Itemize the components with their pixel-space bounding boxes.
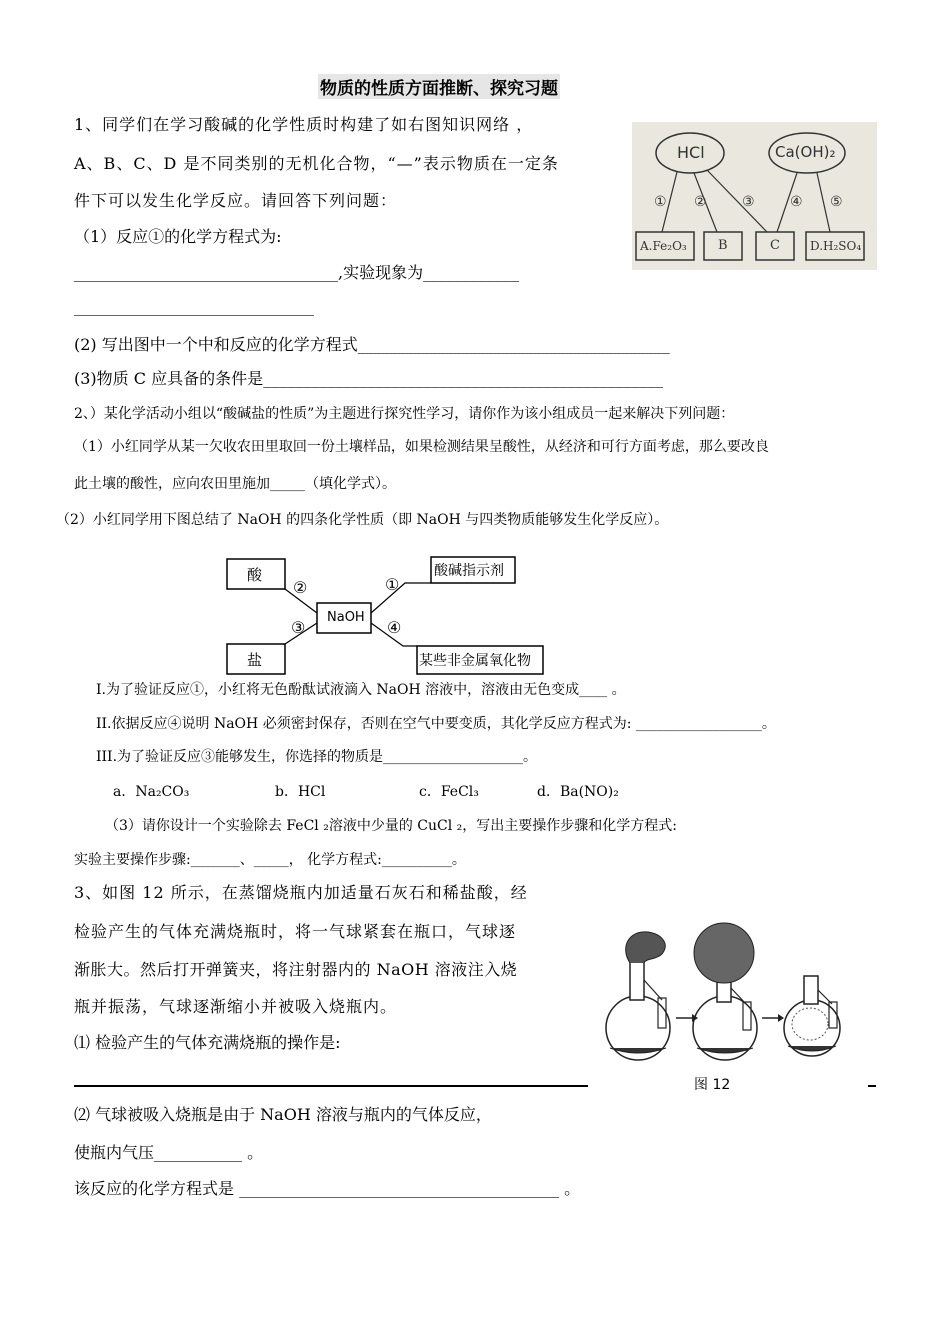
hcl-label: HCl — [677, 143, 705, 162]
q1-part1-blank2: ______________________________ — [74, 297, 314, 316]
reaction-1-label: ① — [654, 194, 667, 210]
q3-line2: 检验产生的气体充满烧瓶时，将一气球紧套在瓶口，气球逐 — [74, 922, 517, 941]
box-d-label: D.H₂SO₄ — [810, 239, 862, 253]
q1-line2: A、B、C、D 是不同类别的无机化合物，“—”表示物质在一定条 — [74, 154, 559, 173]
page-title: 物质的性质方面推断、探究习题 — [318, 74, 560, 99]
q2-part1-a: （1）小红同学从某一欠收农田里取回一份土壤样品，如果检测结果呈酸性，从经济和可行方面考虑，那么要改良 — [74, 439, 769, 455]
q1-line1: 1、同学们在学习酸碱的化学性质时构建了如右图知识网络 ， — [74, 115, 534, 134]
reaction-4-label: ④ — [387, 618, 402, 637]
answer-line-end — [868, 1085, 876, 1087]
q3-sub1: ⑴ 检验产生的气体充满烧瓶的操作是: — [74, 1033, 341, 1052]
q3-sub2-b: 使瓶内气压___________ 。 — [74, 1143, 264, 1162]
q2-part1-b: 此土壤的酸性，应向农田里施加_____（填化学式）。 — [74, 476, 396, 492]
reaction-3-label: ③ — [291, 618, 306, 637]
oxide-box-label: 某些非金属氧化物 — [419, 653, 531, 669]
reaction-4-label: ④ — [790, 194, 803, 210]
q3-line3: 渐胀大。然后打开弹簧夹，将注射器内的 NaOH 溶液注入烧 — [74, 960, 518, 979]
q3-line4: 瓶并振荡，气球逐渐缩小并被吸入烧瓶内。 — [74, 997, 398, 1016]
option-d: d．Ba(NO)₂ — [537, 784, 619, 800]
q3-sub3: 该反应的化学方程式是 ________________________________________ 。 — [74, 1179, 581, 1198]
box-c-label: C — [770, 238, 780, 253]
indicator-box-label: 酸碱指示剂 — [434, 563, 504, 579]
option-a: a．Na₂CO₃ — [113, 784, 190, 800]
q3-sub2: ⑵ 气球被吸入烧瓶是由于 NaOH 溶液与瓶内的气体反应， — [74, 1105, 492, 1124]
flask-experiment-figure — [600, 918, 860, 1098]
q2-part3: （3）请你设计一个实验除去 FeCl ₂溶液中少量的 CuCl ₂，写出主要操作步骤和化学方程式: — [105, 818, 677, 834]
option-b: b．HCl — [275, 784, 326, 800]
q2-intro: 2、）某化学活动小组以“酸碱盐的性质”为主题进行探究性学习，请你作为该小组成员一起来解决下列问题： — [74, 406, 735, 422]
reaction-2-label: ② — [293, 578, 308, 597]
q2-sub-ii: II.依据反应④说明 NaOH 必须密封保存，否则在空气中要变质，其化学反应方程式为: __________________。 — [96, 716, 776, 732]
q2-part3-steps: 实验主要操作步骤:_______、_____， 化学方程式:__________。 — [74, 852, 466, 868]
q2-sub-iii: III.为了验证反应③能够发生，你选择的物质是____________________。 — [96, 749, 538, 765]
figure-12-caption: 图 12 — [694, 1077, 731, 1093]
answer-line — [74, 1085, 588, 1087]
q1-line3: 件下可以发生化学反应。请回答下列问题： — [74, 191, 398, 210]
q2-part2: （2）小红同学用下图总结了 NaOH 的四条化学性质（即 NaOH 与四类物质能够发生化学反应）。 — [56, 512, 669, 528]
q1-part2: (2) 写出图中一个中和反应的化学方程式_______________________________________ — [74, 335, 670, 354]
acid-base-network-figure — [632, 122, 877, 270]
salt-box-label: 盐 — [247, 651, 263, 669]
reaction-2-label: ② — [694, 194, 707, 210]
q1-part3: (3)物质 C 应具备的条件是__________________________________________________ — [74, 369, 664, 388]
box-a-label: A.Fe₂O₃ — [640, 239, 687, 253]
option-c: c．FeCl₃ — [419, 784, 479, 800]
naoh-box-label: NaOH — [327, 610, 365, 625]
q3-line1: 3、如图 12 所示，在蒸馏烧瓶内加适量石灰石和稀盐酸，经 — [74, 883, 528, 902]
q1-part1: （1）反应①的化学方程式为: — [74, 227, 282, 246]
reaction-1-label: ① — [385, 575, 400, 594]
q2-sub-i: I.为了验证反应①，小红将无色酚酞试液滴入 NaOH 溶液中，溶液由无色变成____ 。 — [96, 682, 626, 698]
reaction-5-label: ⑤ — [830, 194, 843, 210]
reaction-3-label: ③ — [742, 194, 755, 210]
q1-part1-blank: _________________________________,实验现象为____________ — [74, 263, 520, 282]
box-b-label: B — [718, 238, 728, 253]
naoh-properties-figure — [225, 556, 545, 676]
acid-box-label: 酸 — [247, 566, 263, 584]
caoh2-label: Ca(OH)₂ — [775, 143, 836, 161]
